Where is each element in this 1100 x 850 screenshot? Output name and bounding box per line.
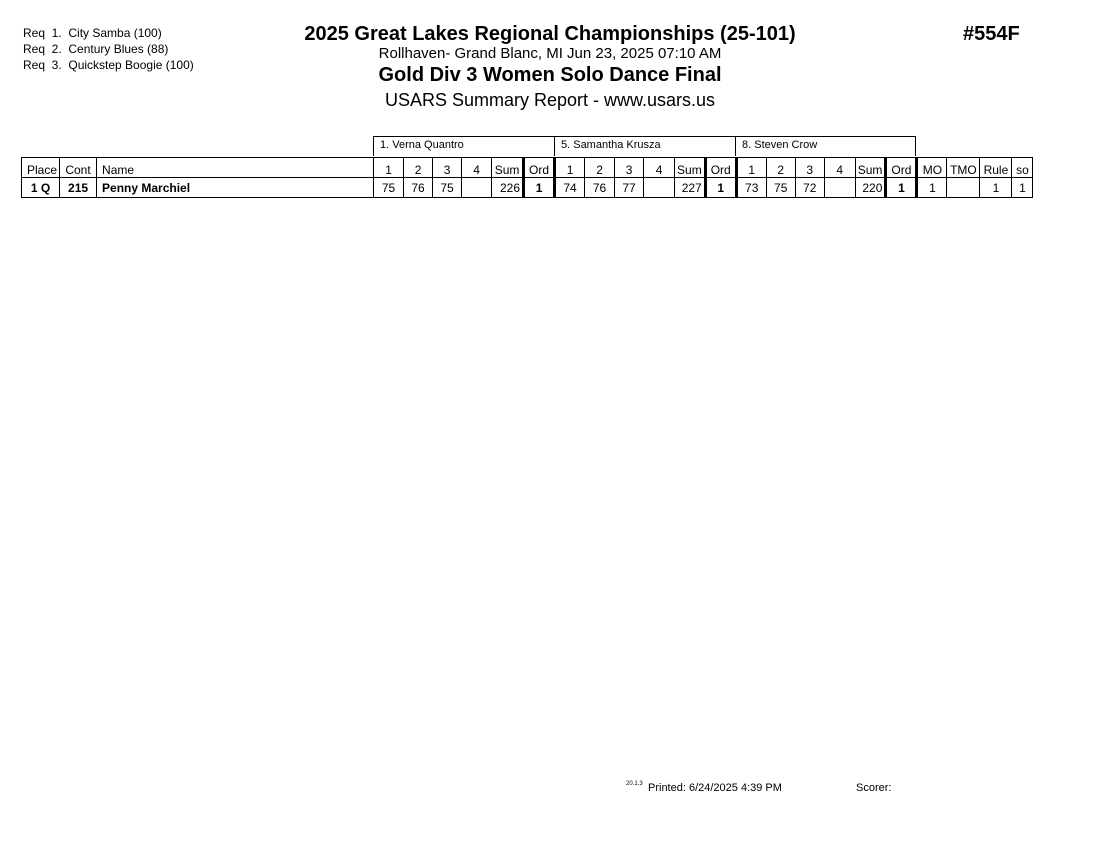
requirement-item: Req 2. Century Blues (88) (23, 42, 169, 56)
score-cell (462, 178, 492, 198)
score-cell: 73 (736, 178, 766, 198)
col-score-2: 2 (585, 158, 615, 178)
col-score-1: 1 (374, 158, 404, 178)
results-table (21, 157, 1033, 198)
place-cell: 1 Q (22, 178, 60, 198)
ord-cell: 1 (524, 178, 555, 198)
col-sum: Sum (675, 158, 706, 178)
col-place: Place (22, 158, 60, 178)
mo-cell: 1 (917, 178, 947, 198)
col-name: Name (97, 158, 374, 178)
col-cont: Cont (60, 158, 97, 178)
col-score-2: 2 (404, 158, 433, 178)
score-cell: 72 (795, 178, 824, 198)
col-mo: MO (917, 158, 947, 178)
col-score-1: 1 (736, 158, 766, 178)
ord-cell: 1 (886, 178, 917, 198)
venue-date: Rollhaven- Grand Blanc, MI Jun 23, 2025 07:10 AM (378, 45, 722, 62)
col-score-3: 3 (795, 158, 824, 178)
col-rule: Rule (980, 158, 1012, 178)
report-subtitle: USARS Summary Report - www.usars.us (384, 90, 716, 110)
score-cell (644, 178, 675, 198)
sum-cell: 227 (675, 178, 706, 198)
printed-timestamp: Printed: 6/24/2025 4:39 PM (648, 782, 782, 794)
col-score-4: 4 (644, 158, 675, 178)
requirement-item: Req 1. City Samba (100) (23, 26, 162, 40)
col-ord: Ord (524, 158, 555, 178)
score-cell (824, 178, 855, 198)
score-cell: 75 (433, 178, 462, 198)
judge-name: 8. Steven Crow (735, 136, 916, 156)
score-cell: 76 (585, 178, 615, 198)
competition-title: 2025 Great Lakes Regional Championships (25-101) (304, 23, 796, 45)
score-cell: 77 (615, 178, 644, 198)
col-sum: Sum (492, 158, 524, 178)
table-row (22, 178, 1033, 198)
skater-name-cell: Penny Marchiel (97, 178, 374, 198)
version-mark: 20.1.3 (626, 781, 643, 787)
requirements-list (23, 25, 194, 73)
col-sum: Sum (855, 158, 886, 178)
event-title: Gold Div 3 Women Solo Dance Final (378, 64, 722, 86)
requirement-item: Req 3. Quickstep Boogie (100) (23, 58, 194, 72)
tmo-cell (947, 178, 980, 198)
cont-cell: 215 (60, 178, 97, 198)
score-cell: 76 (404, 178, 433, 198)
col-so: so (1012, 158, 1033, 178)
sum-cell: 226 (492, 178, 524, 198)
col-score-2: 2 (766, 158, 795, 178)
event-id: #554F (963, 23, 1020, 45)
col-score-3: 3 (615, 158, 644, 178)
score-cell: 74 (555, 178, 585, 198)
judge-name: 5. Samantha Krusza (554, 136, 735, 156)
col-score-1: 1 (555, 158, 585, 178)
col-score-4: 4 (462, 158, 492, 178)
col-score-4: 4 (824, 158, 855, 178)
judge-header-row (373, 136, 916, 156)
score-cell: 75 (374, 178, 404, 198)
ord-cell: 1 (705, 178, 736, 198)
scorer-label: Scorer: (856, 782, 892, 794)
col-score-3: 3 (433, 158, 462, 178)
rule-cell: 1 (980, 178, 1012, 198)
judge-name: 1. Verna Quantro (373, 136, 554, 156)
score-cell: 75 (766, 178, 795, 198)
col-ord: Ord (886, 158, 917, 178)
col-tmo: TMO (947, 158, 980, 178)
sum-cell: 220 (855, 178, 886, 198)
col-ord: Ord (705, 158, 736, 178)
table-header-row (22, 158, 1033, 178)
so-cell: 1 (1012, 178, 1033, 198)
